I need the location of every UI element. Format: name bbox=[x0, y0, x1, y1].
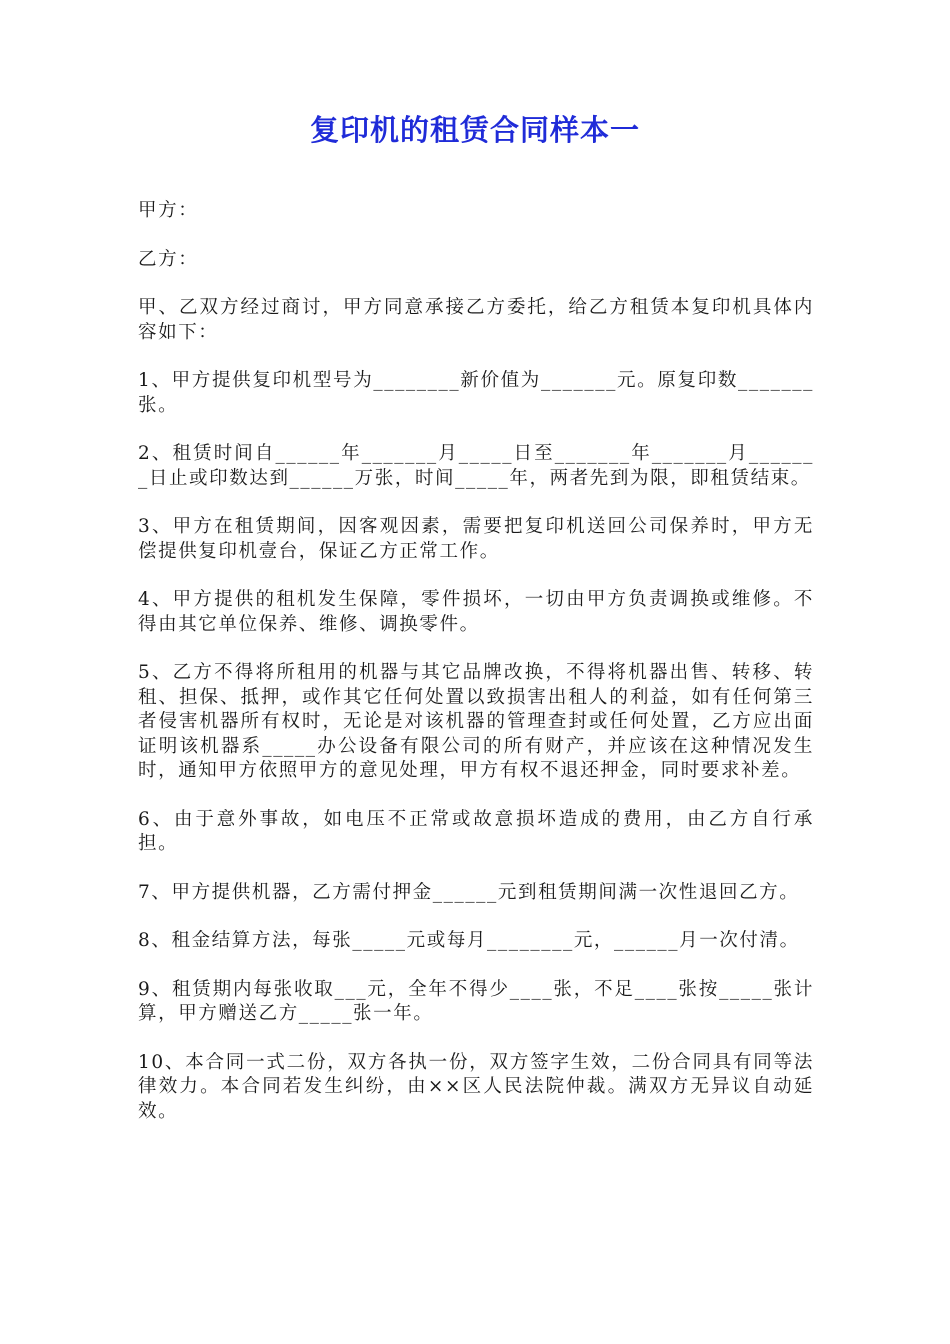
document-title: 复印机的租赁合同样本一 bbox=[309, 113, 640, 147]
clause-3: 3、甲方在租赁期间，因客观因素，需要把复印机送回公司保养时，甲方无偿提供复印机壹台，保证乙方正常工作。 bbox=[138, 516, 814, 562]
clause-5: 5、乙方不得将所租用的机器与其它品牌改换，不得将机器出售、转移、转租、担保、抵押，或作其它任何处置以致损害出租人的利益，如有任何第三者侵害机器所有权时，无论是对该机器的管理查封或任何处置，乙方应出面证明该机器系_____办公设备有限公司的所有财产，并应该在这种情况发生时，通知甲方依照甲方的意见处理，甲方有权不退还押金，同时要求补差。 bbox=[138, 662, 814, 781]
clause-10: 10、本合同一式二份，双方各执一份，双方签字生效，二份合同具有同等法律效力。本合同若发生纠纷，由××区人民法院仲裁。满双方无异议自动延效。 bbox=[138, 1051, 814, 1122]
clause-6: 6、由于意外事故，如电压不正常或故意损坏造成的费用，由乙方自行承担。 bbox=[138, 808, 814, 854]
clause-2: 2、租赁时间自______年_______月_____日至_______年_______月_______日止或印数达到______万张，时间_____年，两者先到为限，即租赁结束。 bbox=[138, 443, 814, 489]
clause-8: 8、租金结算方法，每张_____元或每月________元，______月一次付清。 bbox=[138, 930, 800, 951]
document-body bbox=[138, 199, 814, 1148]
clause-4: 4、甲方提供的租机发生保障，零件损坏，一切由甲方负责调换或维修。不得由其它单位保养、维修、调换零件。 bbox=[138, 589, 814, 635]
clause-9: 9、租赁期内每张收取___元，全年不得少____张，不足____张按_____张计算，甲方赠送乙方_____张一年。 bbox=[138, 978, 814, 1024]
clause-1: 1、甲方提供复印机型号为________新价值为_______元。原复印数_______张。 bbox=[138, 370, 814, 416]
party-b-line: 乙方： bbox=[138, 248, 199, 270]
party-a-line: 甲方： bbox=[138, 200, 199, 221]
intro-paragraph: 甲、乙双方经过商讨，甲方同意承接乙方委托，给乙方租赁本复印机具体内容如下： bbox=[138, 297, 814, 343]
clause-7: 7、甲方提供机器，乙方需付押金______元到租赁期间满一次性退回乙方。 bbox=[138, 881, 800, 903]
